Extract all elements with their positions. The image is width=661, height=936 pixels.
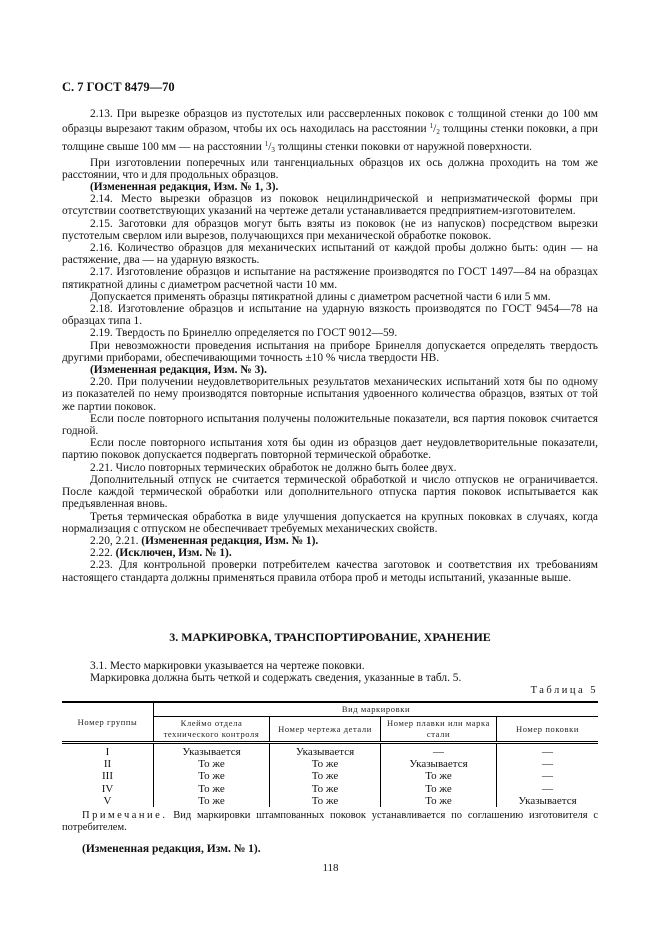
table-cell: То же — [381, 783, 497, 795]
edition-note: (Измененная редакция, Изм. № 1, 3). — [90, 181, 279, 194]
col-header: Номер чертежа детали — [270, 717, 381, 743]
table-cell: То же — [270, 758, 381, 770]
col-header-group: Номер группы — [62, 702, 154, 743]
clause-2-19: 2.19. Твердость по Бринеллю определяется по ГОСТ 9012—59. — [90, 327, 398, 340]
text: толщины стенки поковки от наружной поверхности. — [277, 141, 533, 154]
table-cell: I — [105, 746, 110, 758]
fraction-den: 3 — [271, 146, 275, 155]
table-cell: То же — [270, 770, 381, 782]
table-cell: IV — [101, 782, 114, 795]
clause-2-23: 2.23. Для контрольной проверки потребителем качества заготовок и соответствия их требованиям настоящего стандарта должны применяться правила отбора проб и методы испытаний, указанные выше. — [62, 559, 598, 584]
table-cell: То же — [154, 770, 270, 782]
table-cell: Указывается — [381, 758, 497, 770]
table-cell: — — [497, 770, 599, 782]
table-cell: III — [102, 770, 113, 783]
clause-3-1: 3.1. Место маркировки указывается на чертеже поковки. — [90, 660, 365, 672]
table-cell: Указывается — [497, 795, 599, 807]
paragraph: Если после повторного испытания получены положительные показатели, вся партия поковок считается годной. — [62, 412, 598, 438]
table-cell: — — [497, 743, 599, 759]
paragraph: Если после повторного испытания хотя бы один из образцов дает неудовлетворительные показатели, партию поковок допускается подвергать повторной термической обработке. — [62, 437, 598, 462]
text: (Исключен, Изм. № 1). — [115, 547, 232, 560]
note-label: Примечание. — [82, 810, 168, 821]
paragraph: При невозможности проведения испытания на приборе Бринелля допускается определять твердость другими приборами, обеспечивающими точность ±10 % числа твердости НВ. — [62, 339, 598, 364]
fraction-den: 2 — [436, 128, 440, 137]
marking-table — [62, 701, 598, 807]
section-2-text — [62, 108, 598, 584]
table-cell: — — [497, 783, 599, 795]
text: (Измененная редакция, Изм. № 1). — [141, 534, 319, 547]
table-cell: II — [103, 758, 112, 771]
table-cell: V — [103, 794, 112, 807]
table-cell: То же — [154, 783, 270, 795]
edition-note: (Измененная редакция, Изм. № 3). — [90, 364, 267, 377]
clause-2-16: 2.16. Количество образцов для механических испытаний от каждой пробы должно быть: один — на растяжение, два — на ударную вязкость. — [62, 242, 598, 267]
section-3-heading: 3. МАРКИРОВКА, ТРАНСПОРТИРОВАНИЕ, ХРАНЕНИЕ — [169, 630, 491, 644]
page-number: 118 — [322, 862, 339, 874]
table-row — [62, 783, 598, 795]
fraction-half: $^1/_2$ — [429, 122, 440, 137]
text: 2.13. При вырезке образцов из пустотелых или рассверленных поковок с толщиной стенки до 100 мм образцы вырезают таким образом, чтобы их ось находилась на расстоянии — [62, 108, 598, 136]
col-header-kind: Вид маркировки — [154, 702, 599, 717]
table-note — [62, 810, 598, 834]
clause-2-18: 2.18. Изготовление образцов и испытание на ударную вязкость производятся по ГОСТ 9454—78 на образцах типа 1. — [62, 303, 598, 328]
table-cell: — — [381, 743, 497, 759]
clause-2-14: 2.14. Место вырезки образцов из поковок нецилиндрической и непризматической формы при отсутствии соответствующих указаний на чертеже детали устанавливается предприятием-изготовителем. — [62, 193, 598, 218]
table-cell: — — [497, 758, 599, 770]
clause-2-21: 2.21. Число повторных термических обработок не должно быть более двух. — [90, 461, 457, 474]
text: толщины стенки поковки, а при толщине свыше 100 мм — на расстоянии — [62, 123, 598, 154]
table-cell: То же — [270, 795, 381, 807]
fraction-third: $^1/_3$ — [264, 140, 275, 155]
paragraph: Маркировка должна быть четкой и содержать сведения, указанные в табл. 5. — [90, 672, 462, 685]
col-header: Клеймо отдела технического контроля — [154, 717, 270, 743]
table-row — [62, 743, 598, 759]
paragraph: Третья термическая обработка в виде улучшения допускается на крупных поковках в случаях, когда нормализация с отпуском не обеспечивает требуемых механических свойств. — [62, 510, 598, 535]
clause-2-17: 2.17. Изготовление образцов и испытание на растяжение производятся по ГОСТ 1497—84 на образцах пятикратной длины с диаметром расчетной части 10 мм. — [62, 266, 598, 291]
clause-2-15: 2.15. Заготовки для образцов могут быть взяты из поковок (не из напусков) посредством вырезки пустотелым сверлом или вырезов, получающихся при механической обработке поковок. — [62, 217, 598, 242]
clause-2-22 — [62, 547, 598, 559]
table-cell: То же — [270, 783, 381, 795]
col-header: Номер поковки — [497, 717, 599, 743]
fraction-num: 1 — [429, 122, 434, 131]
table-cell: То же — [381, 770, 497, 782]
clause-2-13 — [62, 108, 598, 157]
table-caption: Таблица 5 — [530, 685, 598, 696]
table-cell: То же — [154, 758, 270, 770]
text: 2.22. — [90, 547, 113, 560]
table-cell: То же — [154, 795, 270, 807]
fraction-num: 1 — [264, 140, 269, 149]
table-cell: Указывается — [154, 743, 270, 759]
paragraph: Дополнительный отпуск не считается термической обработкой и число отпусков не ограничивается. После каждой термической обработки или дополнительного отпуска партия поковок испытывается как предъявленная вновь. — [62, 473, 598, 511]
col-header: Номер плавки или марка стали — [381, 717, 497, 743]
note-text: Вид маркировки штампованных поковок устанавливается по соглашению изготовителя с потребителем. — [62, 810, 599, 834]
table-row — [62, 795, 598, 807]
page-header: С. 7 ГОСТ 8479—70 — [62, 80, 175, 94]
table-cell: Указывается — [270, 743, 381, 759]
edition-note: (Измененная редакция, Изм. № 1). — [82, 843, 261, 855]
paragraph: При изготовлении поперечных или тангенциальных образцов их ось должна проходить на том же расстоянии, что и для продольных образцов. — [62, 156, 598, 181]
table-cell: То же — [381, 795, 497, 807]
edition-note-2-20-2-21 — [62, 535, 598, 547]
clause-2-20: 2.20. При получении неудовлетворительных результатов механических испытаний хотя бы по одному из показателей по нему производятся повторные испытания удвоенного количества образцов, взятых от той же партии поковок. — [62, 376, 598, 413]
paragraph: Допускается применять образцы пятикратной длины с диаметром расчетной части 6 или 5 мм. — [90, 290, 551, 303]
text: 2.20, 2.21. — [90, 534, 139, 547]
table-row — [62, 770, 598, 782]
section-3-text — [62, 660, 598, 684]
table-row — [62, 758, 598, 770]
